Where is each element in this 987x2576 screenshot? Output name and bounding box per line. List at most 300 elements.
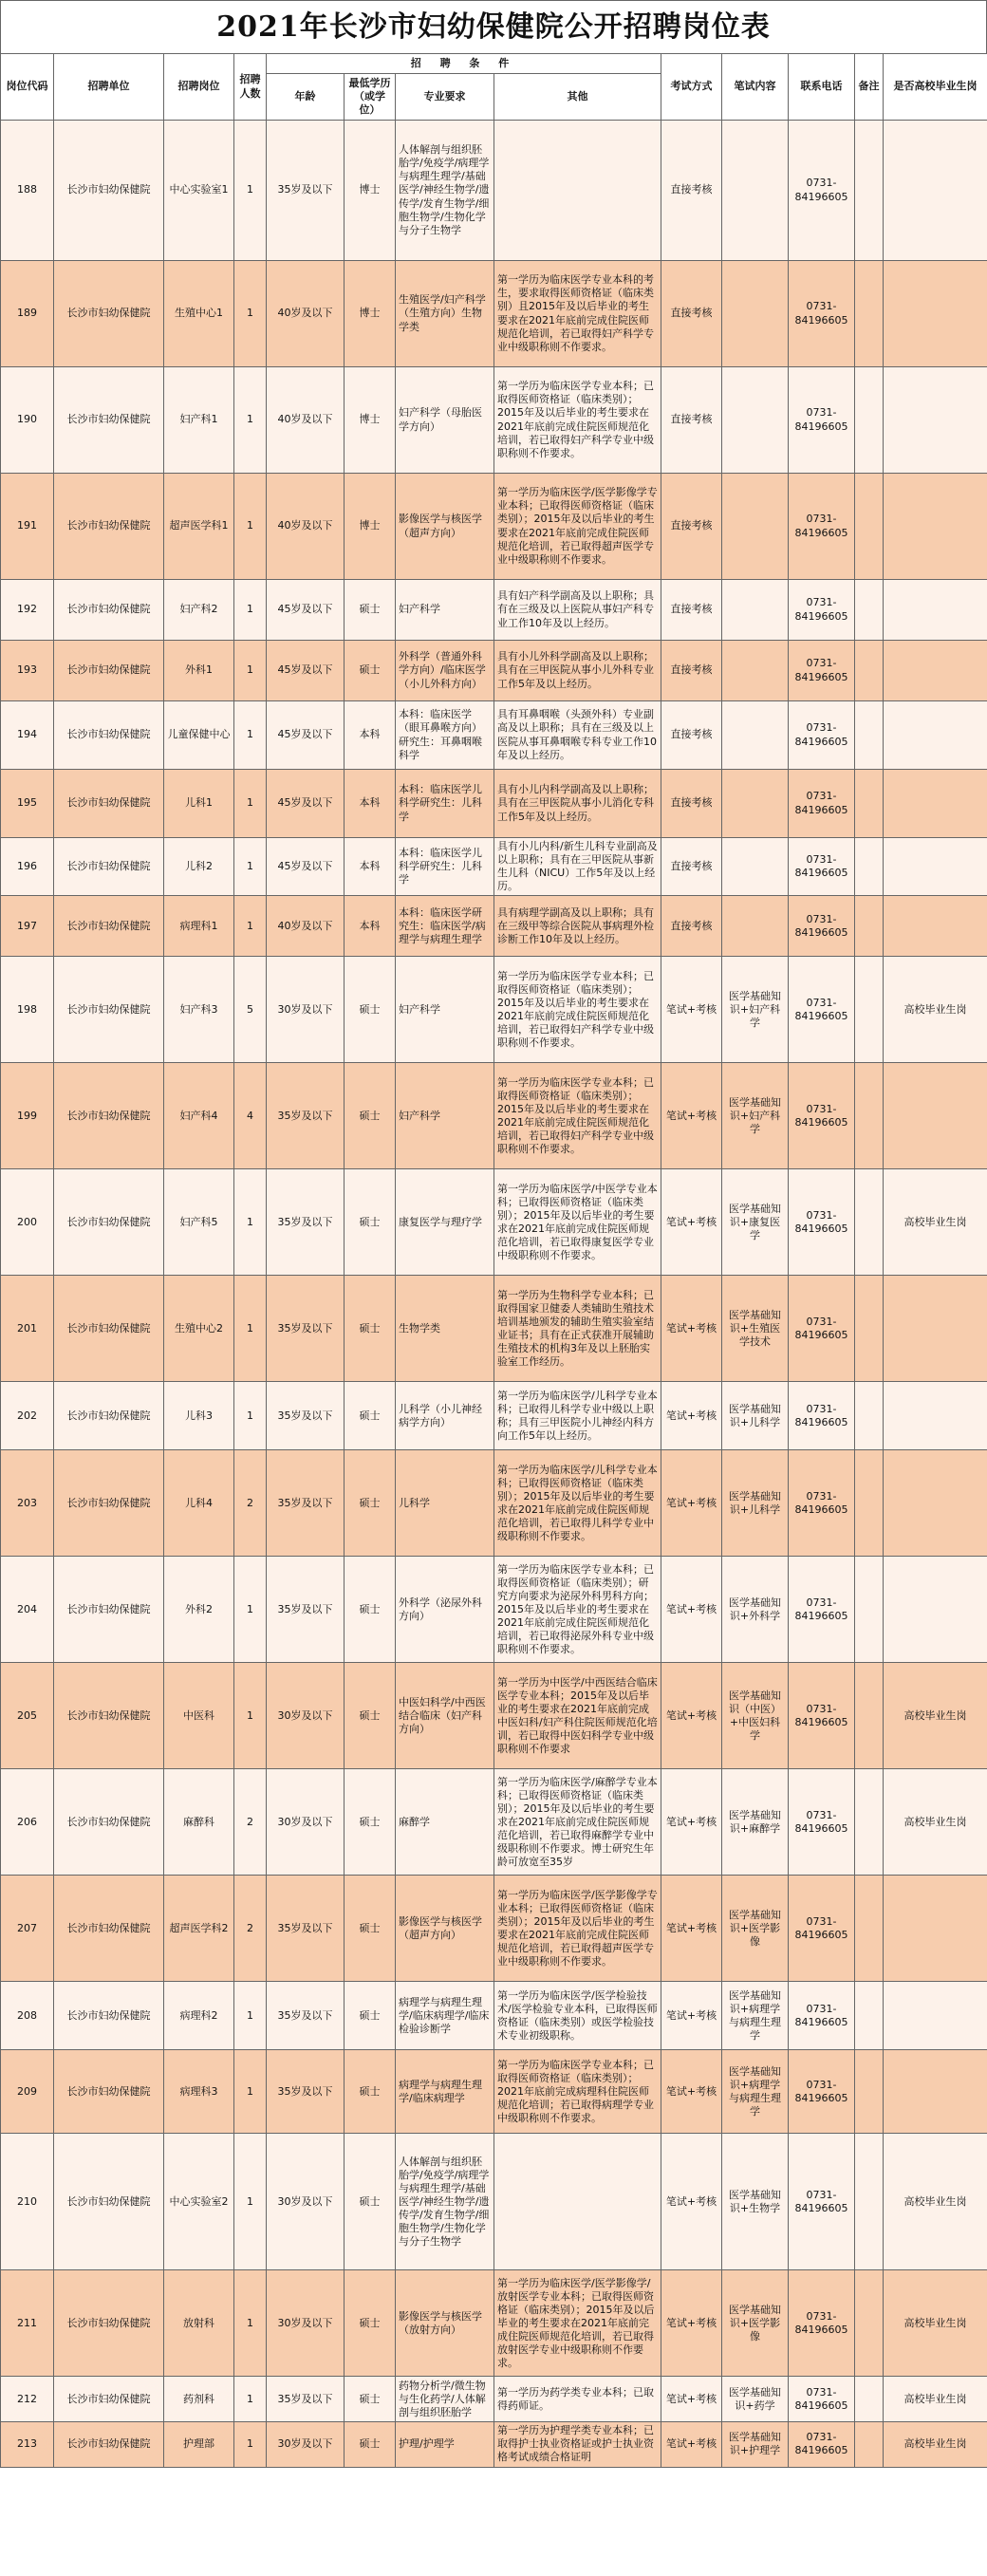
table-row xyxy=(1,1063,987,1169)
cell-grad: 高校毕业生岗 xyxy=(884,2377,987,2422)
cell-major: 儿科学（小儿神经病学方向） xyxy=(396,1382,494,1450)
cell-unit: 长沙市妇幼保健院 xyxy=(54,1169,164,1276)
cell-major: 病理学与病理生理学/临床病理学 xyxy=(396,2050,494,2134)
table-row xyxy=(1,957,987,1063)
cell-other: 第一学历为临床医学/医学检验技术/医学检验专业本科，已取得医师资格证（临床类别）或医学检验技术专业初级职称。 xyxy=(494,1982,661,2050)
cell-degree: 硕士 xyxy=(345,580,396,641)
cell-content: 医学基础知识+麻醉学 xyxy=(722,1769,789,1876)
cell-remark xyxy=(855,1557,884,1663)
cell-degree: 本科 xyxy=(345,701,396,770)
cell-degree: 本科 xyxy=(345,838,396,896)
cell-grad xyxy=(884,1382,987,1450)
cell-code: 200 xyxy=(1,1169,54,1276)
cell-remark xyxy=(855,2422,884,2467)
cell-count: 1 xyxy=(234,1557,267,1663)
cell-degree: 硕士 xyxy=(345,1982,396,2050)
cell-major: 药物分析学/微生物与生化药学/人体解剖与组织胚胎学 xyxy=(396,2377,494,2422)
cell-code: 202 xyxy=(1,1382,54,1450)
cell-code: 189 xyxy=(1,261,54,367)
header-age: 年龄 xyxy=(267,74,345,121)
cell-grad xyxy=(884,2050,987,2134)
cell-age: 35岁及以下 xyxy=(267,1557,345,1663)
cell-code: 193 xyxy=(1,641,54,701)
cell-major: 麻醉学 xyxy=(396,1769,494,1876)
cell-other: 第一学历为临床医学/医学影像学/放射医学专业本科；已取得医师资格证（临床类别）；2015年及以后毕业的考生要求在2021年底前完成住院医师规范化培训，若已取得放射医学专业中级职称则不作要求。 xyxy=(494,2270,661,2377)
cell-degree: 硕士 xyxy=(345,1382,396,1450)
cell-code: 204 xyxy=(1,1557,54,1663)
cell-grad xyxy=(884,367,987,474)
cell-count: 1 xyxy=(234,701,267,770)
cell-other: 第一学历为临床医学专业本科；已取得医师资格证（临床类别）；2015年及以后毕业的考生要求在2021年底前完成住院医师规范化培训，若已取得妇产科学专业中级职称则不作要求。 xyxy=(494,957,661,1063)
cell-other: 具有耳鼻咽喉（头颈外科）专业副高及以上职称；具有在三级及以上医院从事耳鼻咽喉专科专业工作10年及以上经历。 xyxy=(494,701,661,770)
cell-count: 1 xyxy=(234,367,267,474)
cell-exam: 笔试+考核 xyxy=(661,1876,722,1982)
cell-age: 35岁及以下 xyxy=(267,1063,345,1169)
cell-age: 45岁及以下 xyxy=(267,641,345,701)
cell-degree: 硕士 xyxy=(345,1063,396,1169)
cell-other xyxy=(494,2134,661,2270)
table-row xyxy=(1,896,987,957)
cell-code: 211 xyxy=(1,2270,54,2377)
cell-remark xyxy=(855,701,884,770)
cell-content: 医学基础知识+康复医学 xyxy=(722,1169,789,1276)
cell-phone: 0731-84196605 xyxy=(789,701,855,770)
cell-post: 儿科1 xyxy=(164,770,234,838)
cell-unit: 长沙市妇幼保健院 xyxy=(54,1450,164,1557)
cell-remark xyxy=(855,1169,884,1276)
cell-degree: 本科 xyxy=(345,770,396,838)
cell-phone: 0731-84196605 xyxy=(789,2050,855,2134)
cell-exam: 直接考核 xyxy=(661,770,722,838)
cell-grad: 高校毕业生岗 xyxy=(884,957,987,1063)
recruitment-table xyxy=(0,53,987,2468)
cell-phone: 0731-84196605 xyxy=(789,1557,855,1663)
cell-phone: 0731-84196605 xyxy=(789,121,855,261)
table-body xyxy=(1,121,987,2468)
cell-content: 医学基础知识+药学 xyxy=(722,2377,789,2422)
cell-content xyxy=(722,474,789,580)
cell-code: 203 xyxy=(1,1450,54,1557)
cell-phone: 0731-84196605 xyxy=(789,2377,855,2422)
cell-unit: 长沙市妇幼保健院 xyxy=(54,2134,164,2270)
cell-exam: 直接考核 xyxy=(661,580,722,641)
cell-post: 放射科 xyxy=(164,2270,234,2377)
cell-count: 1 xyxy=(234,2050,267,2134)
cell-post: 妇产科4 xyxy=(164,1063,234,1169)
cell-unit: 长沙市妇幼保健院 xyxy=(54,261,164,367)
cell-degree: 硕士 xyxy=(345,2422,396,2467)
cell-remark xyxy=(855,1063,884,1169)
cell-other: 第一学历为临床医学/中医学专业本科；已取得医师资格证（临床类别）；2015年及以后毕业的考生要求在2021年底前完成住院医师规范化培训，若已取得康复医学专业中级职称则不作要求。 xyxy=(494,1169,661,1276)
cell-post: 中医科 xyxy=(164,1663,234,1769)
cell-count: 1 xyxy=(234,2377,267,2422)
cell-post: 超声医学科1 xyxy=(164,474,234,580)
cell-remark xyxy=(855,261,884,367)
cell-grad xyxy=(884,1557,987,1663)
cell-phone: 0731-84196605 xyxy=(789,261,855,367)
cell-phone: 0731-84196605 xyxy=(789,2134,855,2270)
cell-unit: 长沙市妇幼保健院 xyxy=(54,1557,164,1663)
cell-exam: 笔试+考核 xyxy=(661,1769,722,1876)
cell-degree: 硕士 xyxy=(345,1663,396,1769)
cell-remark xyxy=(855,957,884,1063)
cell-degree: 硕士 xyxy=(345,957,396,1063)
cell-remark xyxy=(855,474,884,580)
header-content: 笔试内容 xyxy=(722,54,789,121)
cell-content: 医学基础知识+护理学 xyxy=(722,2422,789,2467)
table-row xyxy=(1,261,987,367)
cell-degree: 硕士 xyxy=(345,2270,396,2377)
cell-exam: 笔试+考核 xyxy=(661,1063,722,1169)
cell-degree: 硕士 xyxy=(345,1769,396,1876)
cell-unit: 长沙市妇幼保健院 xyxy=(54,1663,164,1769)
cell-count: 1 xyxy=(234,1169,267,1276)
header-grad: 是否高校毕业生岗 xyxy=(884,54,987,121)
cell-code: 195 xyxy=(1,770,54,838)
cell-post: 病理科2 xyxy=(164,1982,234,2050)
cell-post: 妇产科2 xyxy=(164,580,234,641)
cell-code: 190 xyxy=(1,367,54,474)
cell-exam: 笔试+考核 xyxy=(661,2134,722,2270)
cell-other: 第一学历为临床医学/儿科学专业本科；已取得儿科学专业中级以上职称；具有三甲医院小儿神经内科方向工作5年以上经历。 xyxy=(494,1382,661,1450)
cell-unit: 长沙市妇幼保健院 xyxy=(54,367,164,474)
cell-age: 35岁及以下 xyxy=(267,1450,345,1557)
cell-major: 儿科学 xyxy=(396,1450,494,1557)
cell-grad: 高校毕业生岗 xyxy=(884,1169,987,1276)
cell-phone: 0731-84196605 xyxy=(789,2270,855,2377)
table-row xyxy=(1,1276,987,1382)
cell-remark xyxy=(855,367,884,474)
cell-unit: 长沙市妇幼保健院 xyxy=(54,2422,164,2467)
cell-major: 本科：临床医学研究生：临床医学/病理学与病理生理学 xyxy=(396,896,494,957)
cell-grad xyxy=(884,770,987,838)
cell-grad xyxy=(884,701,987,770)
cell-count: 1 xyxy=(234,1663,267,1769)
cell-remark xyxy=(855,896,884,957)
cell-content xyxy=(722,770,789,838)
header-remark: 备注 xyxy=(855,54,884,121)
cell-age: 45岁及以下 xyxy=(267,770,345,838)
table-row xyxy=(1,1169,987,1276)
cell-code: 197 xyxy=(1,896,54,957)
cell-degree: 硕士 xyxy=(345,1557,396,1663)
cell-exam: 笔试+考核 xyxy=(661,1276,722,1382)
cell-content xyxy=(722,641,789,701)
cell-other xyxy=(494,121,661,261)
cell-age: 35岁及以下 xyxy=(267,121,345,261)
cell-content: 医学基础知识+病理学与病理生理学 xyxy=(722,2050,789,2134)
cell-remark xyxy=(855,121,884,261)
cell-other: 第一学历为临床医学专业本科；已取得医师资格证（临床类别）；2015年及以后毕业的考生要求在2021年底前完成住院医师规范化培训，若已取得妇产科学专业中级职称则不作要求。 xyxy=(494,367,661,474)
table-row xyxy=(1,641,987,701)
cell-code: 210 xyxy=(1,2134,54,2270)
cell-code: 192 xyxy=(1,580,54,641)
cell-other: 第一学历为生物科学专业本科；已取得国家卫健委人类辅助生殖技术培训基地颁发的辅助生殖实验室结业证书；具有在正式获准开展辅助生殖技术的机构3年及以上胚胎实验室工作经历。 xyxy=(494,1276,661,1382)
cell-major: 妇产科学 xyxy=(396,957,494,1063)
cell-age: 35岁及以下 xyxy=(267,1982,345,2050)
cell-age: 30岁及以下 xyxy=(267,2134,345,2270)
cell-unit: 长沙市妇幼保健院 xyxy=(54,1063,164,1169)
cell-age: 35岁及以下 xyxy=(267,1276,345,1382)
cell-code: 188 xyxy=(1,121,54,261)
cell-unit: 长沙市妇幼保健院 xyxy=(54,580,164,641)
header-exam: 考试方式 xyxy=(661,54,722,121)
cell-degree: 硕士 xyxy=(345,2377,396,2422)
cell-other: 第一学历为临床医学/医学影像学专业本科；已取得医师资格证（临床类别）；2015年及以后毕业的考生要求在2021年底前完成住院医师规范化培训，若已取得超声医学专业中级职称则不作要求。 xyxy=(494,1876,661,1982)
cell-content xyxy=(722,701,789,770)
cell-content: 医学基础知识+妇产科学 xyxy=(722,1063,789,1169)
cell-post: 生殖中心1 xyxy=(164,261,234,367)
cell-phone: 0731-84196605 xyxy=(789,641,855,701)
cell-grad xyxy=(884,1450,987,1557)
cell-code: 205 xyxy=(1,1663,54,1769)
table-row xyxy=(1,121,987,261)
header-count: 招聘人数 xyxy=(234,54,267,121)
cell-remark xyxy=(855,1769,884,1876)
cell-age: 35岁及以下 xyxy=(267,2377,345,2422)
cell-degree: 博士 xyxy=(345,474,396,580)
cell-exam: 笔试+考核 xyxy=(661,1982,722,2050)
cell-post: 中心实验室1 xyxy=(164,121,234,261)
cell-content: 医学基础知识+儿科学 xyxy=(722,1382,789,1450)
cell-other: 具有妇产科学副高及以上职称；具有在三级及以上医院从事妇产科专业工作10年及以上经历。 xyxy=(494,580,661,641)
cell-major: 影像医学与核医学（超声方向） xyxy=(396,474,494,580)
cell-phone: 0731-84196605 xyxy=(789,1663,855,1769)
cell-other: 第一学历为临床医学/麻醉学专业本科；已取得医师资格证（临床类别）；2015年及以后毕业的考生要求在2021年底前完成住院医师规范化培训，若已取得麻醉学专业中级职称则不作要求。博士研究生年龄可放宽至35岁 xyxy=(494,1769,661,1876)
cell-post: 超声医学科2 xyxy=(164,1876,234,1982)
cell-phone: 0731-84196605 xyxy=(789,1876,855,1982)
cell-major: 生物学类 xyxy=(396,1276,494,1382)
cell-grad xyxy=(884,121,987,261)
cell-major: 生殖医学/妇产科学（生殖方向）生物学类 xyxy=(396,261,494,367)
cell-major: 妇产科学（母胎医学方向） xyxy=(396,367,494,474)
cell-exam: 直接考核 xyxy=(661,896,722,957)
cell-count: 1 xyxy=(234,2422,267,2467)
table-row xyxy=(1,1450,987,1557)
cell-degree: 博士 xyxy=(345,367,396,474)
table-row xyxy=(1,1557,987,1663)
cell-age: 35岁及以下 xyxy=(267,1876,345,1982)
cell-other: 第一学历为临床医学/儿科学专业本科；已取得医师资格证（临床类别）；2015年及以后毕业的考生要求在2021年底前完成住院医师规范化培训，若已取得儿科学专业中级职称则不作要求。 xyxy=(494,1450,661,1557)
cell-degree: 硕士 xyxy=(345,2050,396,2134)
cell-post: 药剂科 xyxy=(164,2377,234,2422)
cell-exam: 笔试+考核 xyxy=(661,957,722,1063)
cell-count: 1 xyxy=(234,261,267,367)
cell-grad xyxy=(884,261,987,367)
cell-phone: 0731-84196605 xyxy=(789,1276,855,1382)
cell-unit: 长沙市妇幼保健院 xyxy=(54,896,164,957)
cell-post: 生殖中心2 xyxy=(164,1276,234,1382)
cell-other: 具有小儿内科/新生儿科专业副高及以上职称；具有在三甲医院从事新生儿科（NICU）工作5年及以上经历。 xyxy=(494,838,661,896)
cell-phone: 0731-84196605 xyxy=(789,1769,855,1876)
table-row xyxy=(1,580,987,641)
cell-exam: 笔试+考核 xyxy=(661,2422,722,2467)
cell-count: 2 xyxy=(234,1876,267,1982)
cell-count: 1 xyxy=(234,1382,267,1450)
header-degree: 最低学历（或学位） xyxy=(345,74,396,121)
cell-grad xyxy=(884,1063,987,1169)
cell-content: 医学基础知识+病理学与病理生理学 xyxy=(722,1982,789,2050)
cell-count: 1 xyxy=(234,1276,267,1382)
cell-grad xyxy=(884,641,987,701)
table-row xyxy=(1,474,987,580)
cell-grad xyxy=(884,1876,987,1982)
cell-post: 外科1 xyxy=(164,641,234,701)
cell-unit: 长沙市妇幼保健院 xyxy=(54,770,164,838)
cell-content: 医学基础知识+生物学 xyxy=(722,2134,789,2270)
table-row xyxy=(1,367,987,474)
cell-remark xyxy=(855,770,884,838)
cell-phone: 0731-84196605 xyxy=(789,580,855,641)
cell-count: 1 xyxy=(234,2134,267,2270)
cell-grad xyxy=(884,896,987,957)
cell-other: 第一学历为临床医学专业本科；已取得医师资格证（临床类别）；2015年及以后毕业的考生要求在2021年底前完成住院医师规范化培训，若已取得妇产科学专业中级职称则不作要求。 xyxy=(494,1063,661,1169)
cell-degree: 硕士 xyxy=(345,1276,396,1382)
table-row xyxy=(1,2050,987,2134)
cell-other: 第一学历为中医学/中西医结合临床医学专业本科；2015年及以后毕业的考生要求在2021年底前完成中医妇科/妇产科住院医师规范化培训，若已取得中医妇科学专业中级职称则不作要求 xyxy=(494,1663,661,1769)
cell-content xyxy=(722,367,789,474)
cell-major: 外科学（泌尿外科方向） xyxy=(396,1557,494,1663)
table-row xyxy=(1,1876,987,1982)
cell-phone: 0731-84196605 xyxy=(789,838,855,896)
cell-code: 209 xyxy=(1,2050,54,2134)
cell-age: 30岁及以下 xyxy=(267,2270,345,2377)
cell-phone: 0731-84196605 xyxy=(789,367,855,474)
cell-post: 病理科1 xyxy=(164,896,234,957)
cell-content xyxy=(722,838,789,896)
cell-code: 206 xyxy=(1,1769,54,1876)
cell-remark xyxy=(855,1663,884,1769)
cell-other: 第一学历为药学类专业本科；已取得药师证。 xyxy=(494,2377,661,2422)
cell-unit: 长沙市妇幼保健院 xyxy=(54,2270,164,2377)
cell-exam: 直接考核 xyxy=(661,701,722,770)
cell-other: 第一学历为临床医学/医学影像学专业本科；已取得医师资格证（临床类别）；2015年及以后毕业的考生要求在2021年底前完成住院医师规范化培训，若已取得超声医学专业中级职称则不作要求。 xyxy=(494,474,661,580)
cell-age: 30岁及以下 xyxy=(267,1663,345,1769)
table-row xyxy=(1,2270,987,2377)
cell-count: 1 xyxy=(234,121,267,261)
cell-other: 具有小儿外科学副高及以上职称；具有在三甲医院从事小儿外科专业工作5年及以上经历。 xyxy=(494,641,661,701)
cell-content xyxy=(722,261,789,367)
header-unit: 招聘单位 xyxy=(54,54,164,121)
cell-count: 1 xyxy=(234,2270,267,2377)
cell-grad: 高校毕业生岗 xyxy=(884,1769,987,1876)
cell-remark xyxy=(855,641,884,701)
cell-phone: 0731-84196605 xyxy=(789,1450,855,1557)
header-code: 岗位代码 xyxy=(1,54,54,121)
cell-degree: 硕士 xyxy=(345,2134,396,2270)
cell-age: 30岁及以下 xyxy=(267,2422,345,2467)
cell-exam: 直接考核 xyxy=(661,121,722,261)
cell-post: 妇产科5 xyxy=(164,1169,234,1276)
table-row xyxy=(1,1769,987,1876)
cell-age: 30岁及以下 xyxy=(267,957,345,1063)
document-title: 2021年长沙市妇幼保健院公开招聘岗位表 xyxy=(0,0,987,53)
cell-remark xyxy=(855,2270,884,2377)
header-other: 其他 xyxy=(494,74,661,121)
cell-age: 45岁及以下 xyxy=(267,580,345,641)
cell-content: 医学基础知识+生殖医学技术 xyxy=(722,1276,789,1382)
header-phone: 联系电话 xyxy=(789,54,855,121)
table-row xyxy=(1,1982,987,2050)
cell-unit: 长沙市妇幼保健院 xyxy=(54,838,164,896)
cell-major: 人体解剖与组织胚胎学/免疫学/病理学与病理生理学/基础医学/神经生物学/遗传学/发育生物学/细胞生物学/生物化学与分子生物学 xyxy=(396,121,494,261)
cell-remark xyxy=(855,1450,884,1557)
cell-remark xyxy=(855,1276,884,1382)
cell-unit: 长沙市妇幼保健院 xyxy=(54,121,164,261)
cell-unit: 长沙市妇幼保健院 xyxy=(54,641,164,701)
cell-exam: 直接考核 xyxy=(661,641,722,701)
cell-other: 第一学历为临床医学专业本科；已取得医师资格证（临床类别）；研究方向要求为泌尿外科男科方向；2015年及以后毕业的考生要求在2021年底前完成住院医师规范化培训，若已取得泌尿外科专业中级职称则不作要求。 xyxy=(494,1557,661,1663)
cell-grad xyxy=(884,838,987,896)
cell-unit: 长沙市妇幼保健院 xyxy=(54,1276,164,1382)
cell-unit: 长沙市妇幼保健院 xyxy=(54,2050,164,2134)
cell-code: 191 xyxy=(1,474,54,580)
cell-degree: 本科 xyxy=(345,896,396,957)
cell-grad: 高校毕业生岗 xyxy=(884,2270,987,2377)
cell-remark xyxy=(855,1982,884,2050)
cell-phone: 0731-84196605 xyxy=(789,1982,855,2050)
cell-code: 207 xyxy=(1,1876,54,1982)
cell-phone: 0731-84196605 xyxy=(789,896,855,957)
cell-unit: 长沙市妇幼保健院 xyxy=(54,701,164,770)
cell-post: 儿科2 xyxy=(164,838,234,896)
cell-degree: 博士 xyxy=(345,261,396,367)
cell-age: 35岁及以下 xyxy=(267,2050,345,2134)
cell-grad xyxy=(884,474,987,580)
table-row xyxy=(1,2134,987,2270)
cell-post: 中心实验室2 xyxy=(164,2134,234,2270)
cell-phone: 0731-84196605 xyxy=(789,957,855,1063)
cell-age: 45岁及以下 xyxy=(267,701,345,770)
cell-exam: 直接考核 xyxy=(661,838,722,896)
cell-code: 194 xyxy=(1,701,54,770)
cell-content: 医学基础知识（中医）+中医妇科学 xyxy=(722,1663,789,1769)
cell-exam: 笔试+考核 xyxy=(661,1450,722,1557)
cell-content: 医学基础知识+外科学 xyxy=(722,1557,789,1663)
cell-content xyxy=(722,121,789,261)
cell-major: 中医妇科学/中西医结合临床（妇产科方向） xyxy=(396,1663,494,1769)
cell-exam: 笔试+考核 xyxy=(661,2270,722,2377)
cell-age: 40岁及以下 xyxy=(267,896,345,957)
cell-code: 201 xyxy=(1,1276,54,1382)
cell-count: 1 xyxy=(234,838,267,896)
cell-other: 第一学历为临床医学专业本科；已取得医师资格证（临床类别）；2021年底前完成病理科住院医师规范化培训；若已取得病理学专业中级职称则不作要求。 xyxy=(494,2050,661,2134)
cell-major: 本科：临床医学（眼耳鼻喉方向）研究生：耳鼻咽喉科学 xyxy=(396,701,494,770)
cell-exam: 笔试+考核 xyxy=(661,1663,722,1769)
cell-unit: 长沙市妇幼保健院 xyxy=(54,1382,164,1450)
cell-post: 儿童保健中心 xyxy=(164,701,234,770)
cell-degree: 博士 xyxy=(345,121,396,261)
cell-major: 人体解剖与组织胚胎学/免疫学/病理学与病理生理学/基础医学/神经生物学/遗传学/发育生物学/细胞生物学/生物化学与分子生物学 xyxy=(396,2134,494,2270)
cell-other: 具有小儿内科学副高及以上职称；具有在三甲医院从事小儿消化专科工作5年及以上经历。 xyxy=(494,770,661,838)
table-row xyxy=(1,838,987,896)
cell-code: 196 xyxy=(1,838,54,896)
cell-grad: 高校毕业生岗 xyxy=(884,2422,987,2467)
cell-remark xyxy=(855,838,884,896)
cell-unit: 长沙市妇幼保健院 xyxy=(54,1982,164,2050)
cell-content xyxy=(722,580,789,641)
cell-post: 儿科4 xyxy=(164,1450,234,1557)
cell-unit: 长沙市妇幼保健院 xyxy=(54,2377,164,2422)
cell-content xyxy=(722,896,789,957)
cell-exam: 笔试+考核 xyxy=(661,1169,722,1276)
header-major: 专业要求 xyxy=(396,74,494,121)
cell-age: 35岁及以下 xyxy=(267,1382,345,1450)
cell-code: 199 xyxy=(1,1063,54,1169)
cell-count: 2 xyxy=(234,1769,267,1876)
table-row xyxy=(1,2377,987,2422)
cell-exam: 笔试+考核 xyxy=(661,2050,722,2134)
